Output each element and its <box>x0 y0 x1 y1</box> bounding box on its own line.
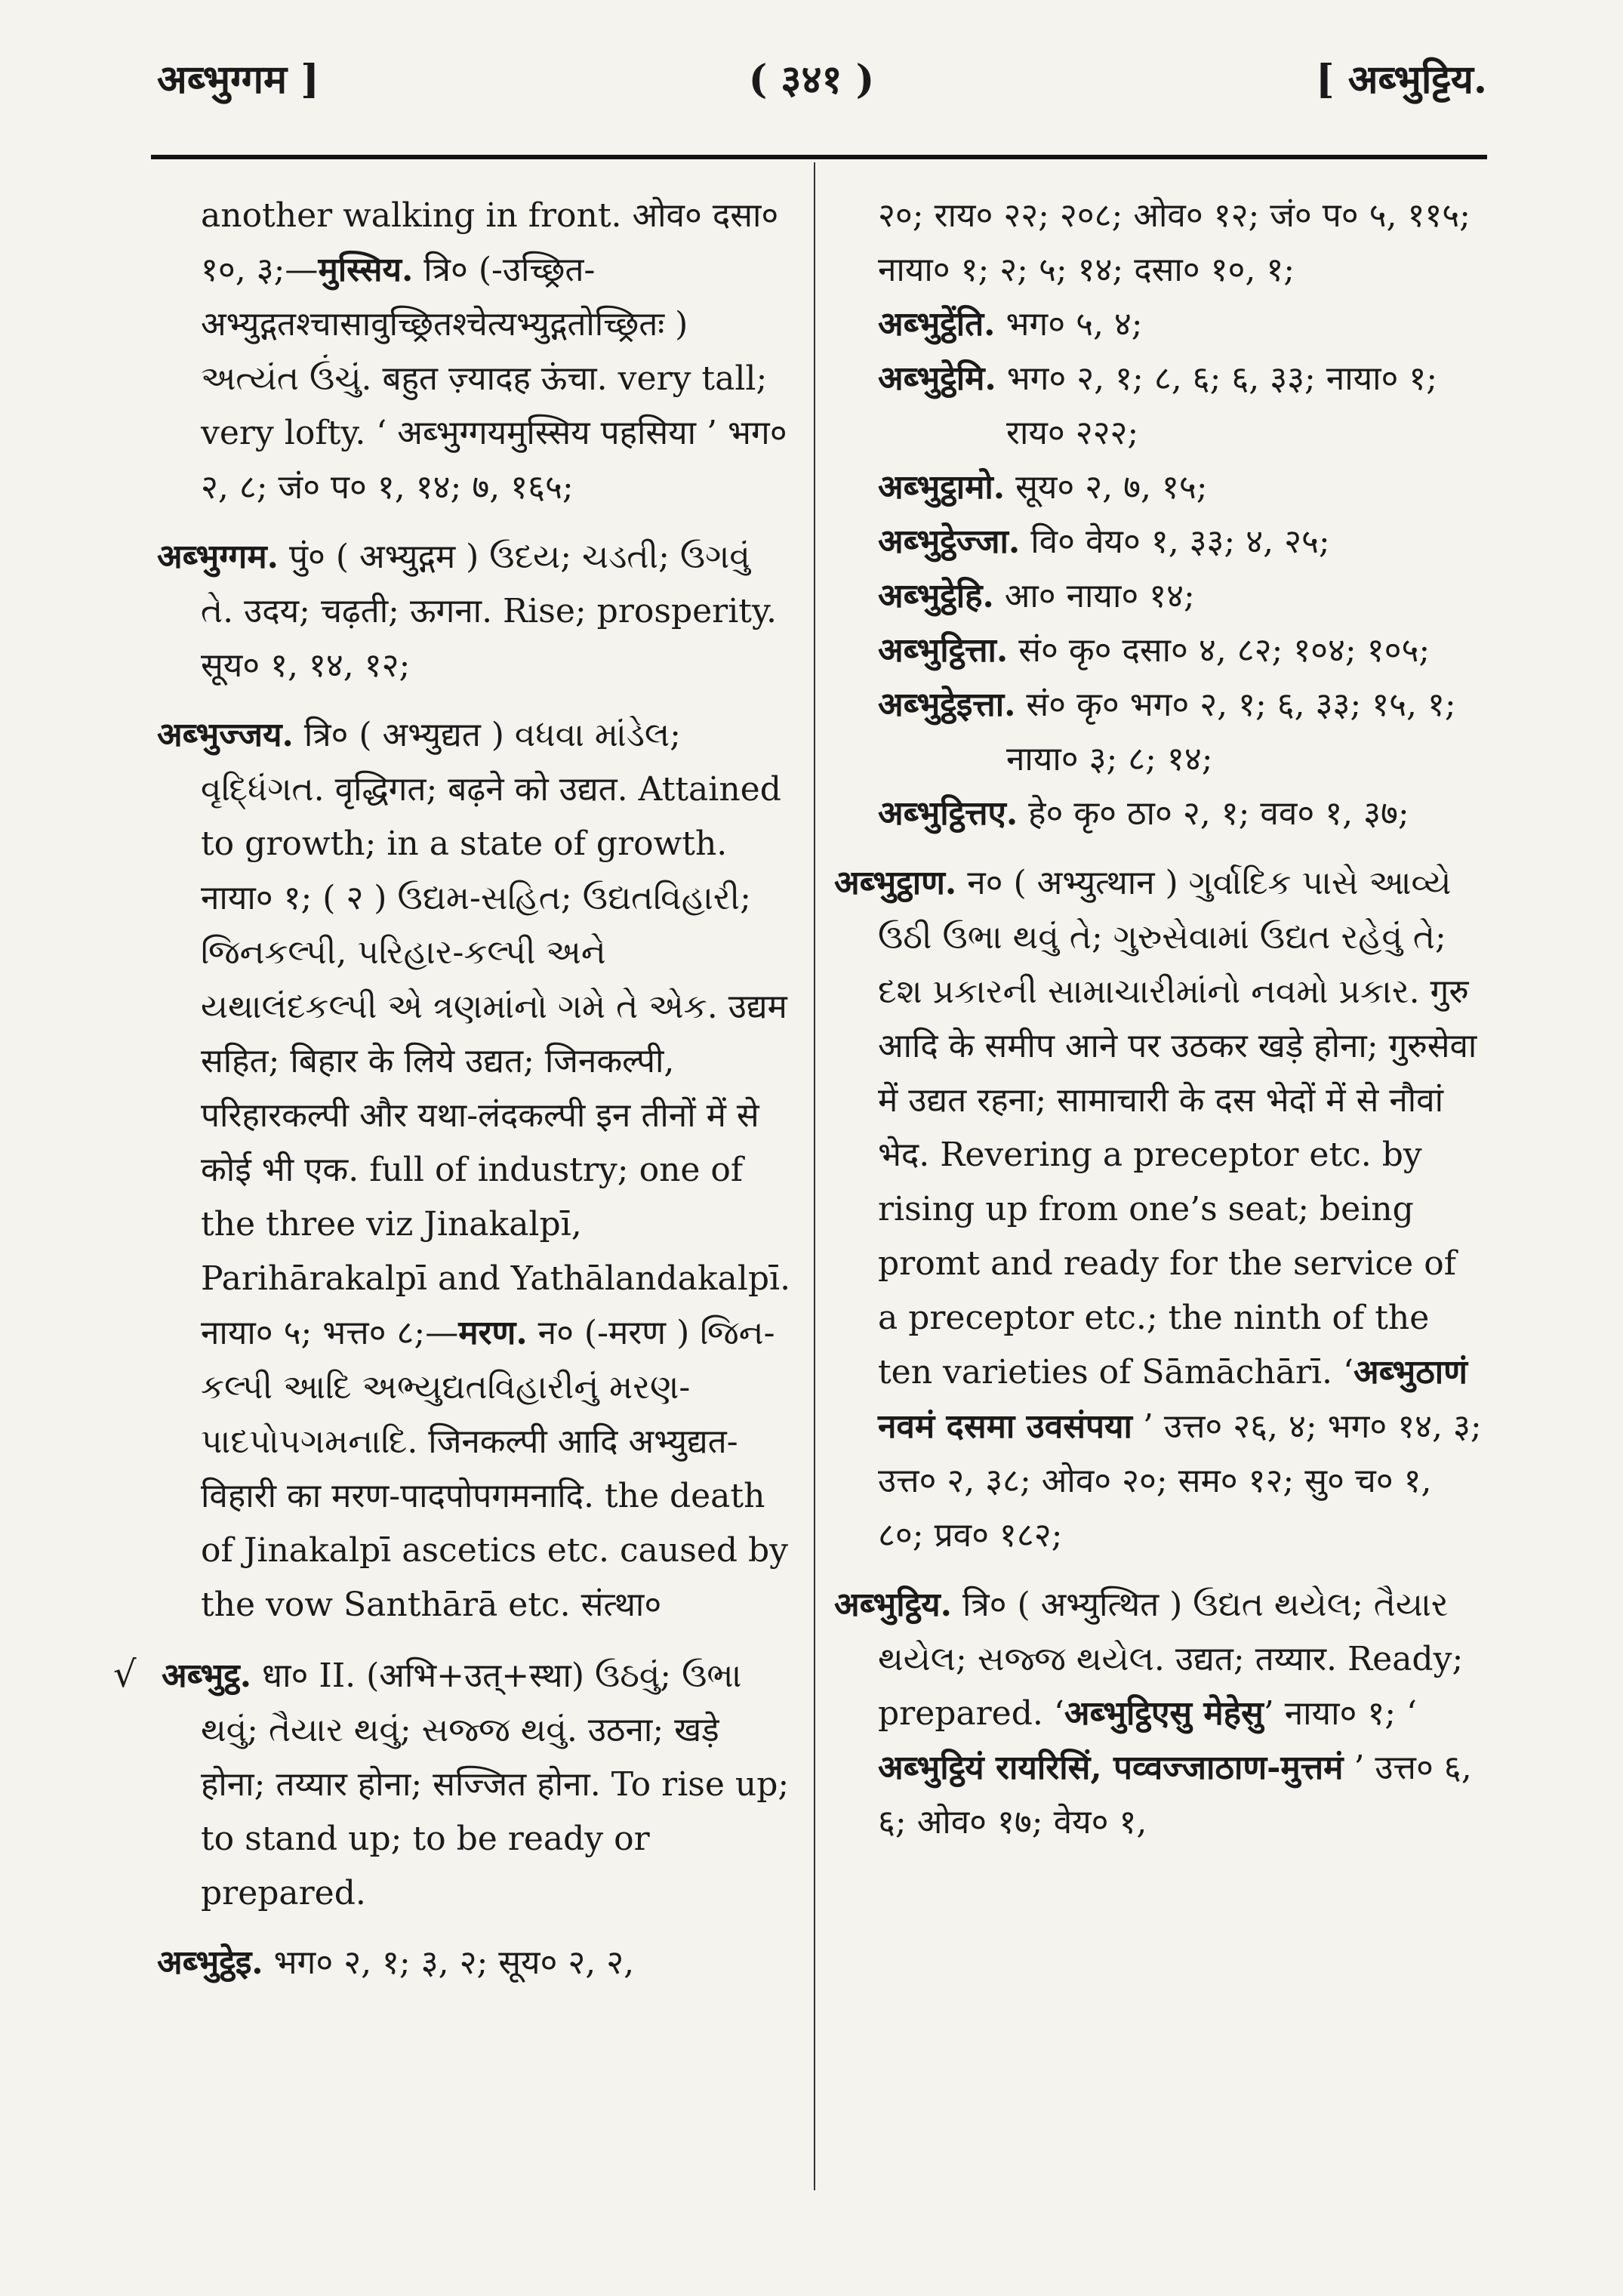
inflected-form <box>878 515 1483 569</box>
column-divider <box>814 162 815 2190</box>
definition: त्रि० ( अभ्युद्यत ) વધવા માંડેલ; વૃદ્ધિંગત. वृद्धिगत; बढ़ने को उद्यत. Attained to growth; in a state of growth. नाया० १; ( २ ) ઉદ્યમ-સહિત; ઉદ્યતવિહારી; જિનકલ્પી, પરિહાર-કલ્પી અને યથાલંદકલ્પી એ ત્રણમાંનો ગમે તે એક. उद्यम सहित; बिहार के लिये उद्यत; जिनकल्पी, परिहारकल्पी और यथा-लंदकल्पी इन तीनों में से कोई भी एक. full of industry; one of the three viz Jinakalpī, Parihārakalpī and Yathālandakalpī. नाया० ५; भत्त० ८;— <box>201 716 791 1352</box>
header-rule <box>151 155 1487 159</box>
form-headword: अब्भुट्ठेमि. <box>878 359 996 398</box>
inflected-form <box>878 624 1483 678</box>
headword: अब्भुट्ठिय. <box>834 1586 952 1624</box>
left-column <box>113 189 793 2005</box>
form-headword: अब्भुट्ठित्ता. <box>878 631 1009 670</box>
form-headword: अब्भुट्ठेंति. <box>878 305 996 344</box>
form-references: आ० नाया० १४; <box>993 577 1195 615</box>
continued-entry <box>157 189 793 515</box>
header-right-guideword: [ अब्भुट्टिय. <box>1315 57 1487 103</box>
inflected-form <box>878 678 1483 787</box>
inflected-form <box>878 461 1483 515</box>
form-references: सूय० २, ७, १५; <box>1005 468 1208 507</box>
headword: अब्भुट्ठेइ. <box>157 1943 263 1982</box>
inflected-form <box>878 297 1483 352</box>
entry-abbhuttha: √ अब्भुट्ठ. धा० II. (अभि+उत्+स्था) ઉઠવું; ઉભા થવું; તૈયાર થવું; સજ્જ થવું. उठना; खड़े होना; तय्यार होना; सज्जित होना. To rise up; to stand up; to be ready or prepared. <box>113 1653 790 1912</box>
form-headword: अब्भुट्ठामो. <box>878 468 1006 507</box>
sub-headword: मरण. <box>458 1314 528 1352</box>
page-number: ( ३४१ ) <box>748 57 875 103</box>
continued-text: २०; राय० २२; २०८; ओव० १२; जं० प० ५, ११५; नाया० १; २; ५; १४; दसा० १०, १; <box>878 196 1471 289</box>
definition: भग० २, १; ३, २; सूय० २, २, <box>263 1943 635 1982</box>
continued-references <box>834 189 1483 297</box>
right-column <box>834 189 1483 1865</box>
quotation: अब्भुठाणं नवमं दसमा उवसंपया <box>878 1353 1467 1446</box>
form-headword: अब्भुट्ठित्तए. <box>878 794 1018 833</box>
headword: अब्भुट्ठ. <box>162 1657 252 1695</box>
form-headword: अब्भुट्ठेइत्ता. <box>878 686 1016 724</box>
sub-headword: मुस्सिय. <box>318 251 414 289</box>
form-headword: अब्भुट्ठेहि. <box>878 577 994 615</box>
references: ’ उत्त० ६, ६; ओव० १७; वेय० १, <box>878 1749 1472 1841</box>
entry-abbhujjaya <box>157 708 793 1632</box>
form-references: हे० कृ० ठा० २, १; वव० १, ३७; <box>1018 794 1409 833</box>
definition: त्रि० ( अभ्युत्थित ) ઉદ્યત થયેલ; તૈયાર થયેલ; સજ્જ થયેલ. उद्यत; तय्यार. Ready; prepared. ‘ <box>878 1586 1464 1733</box>
inflected-forms <box>834 297 1483 841</box>
entry-abbhutthana <box>834 856 1483 1563</box>
headword: अब्भुग्गम. <box>157 538 279 576</box>
inflected-form <box>878 352 1483 461</box>
entry-abbhutthei <box>157 1936 793 1990</box>
form-references: भग० २, १; ८, ६; ६, ३३; नाया० १; राय० २२२; <box>996 359 1438 452</box>
form-headword: अब्भुट्ठेज्जा. <box>878 522 1021 561</box>
form-references: सं० कृ० दसा० ४, ८२; १०४; १०५; <box>1008 631 1431 670</box>
form-references: वि० वेय० १, ३३; ४, २५; <box>1020 522 1330 561</box>
headword: अब्भुज्जय. <box>157 716 294 754</box>
quotation: अब्भुट्ठिएसु मेहेसु <box>1064 1694 1264 1733</box>
quotation: अब्भुट्ठियं रायरिसिं, पव्वज्जाठाण-मुत्तमं <box>878 1749 1344 1787</box>
continued-text: another walking in front. ओव० दसा० १०, ३;— <box>201 196 779 289</box>
entry-abbhutthiya <box>834 1578 1483 1850</box>
header-left-guideword: अब्भुग्गम ] <box>157 57 319 103</box>
form-references: सं० कृ० भग० २, १; ६, ३३; १५, १; नाया० ३; ८; १४; <box>1006 686 1456 778</box>
references: ’ उत्त० २६, ४; भग० १४, ३; उत्त० २, ३८; ओव० २०; सम० १२; सु० च० १, ८०; प्रव० १८२; <box>878 1407 1482 1555</box>
entry-abbhuggama <box>157 530 793 693</box>
definition: न० ( अभ्युत्थान ) ગુર્વાદિક પાસે આવ્યે ઉઠી ઉભા થવું તે; ગુરુસેવામાં ઉદ્યત રહેવું તે; દશ પ્રકારની સામાચારીમાંનો નવમો પ્રકાર. गुरु आदि के समीप आने पर उठकर खड़े होना; गुरुसेवा में उद्यत रहना; सामाचारी के दस भेदों में से नौवां भेद. Revering a preceptor etc. by rising up from one’s seat; being promt and ready for the service of a preceptor etc.; the ninth of the ten varieties of Sāmāchārī. ‘ <box>878 864 1477 1391</box>
inflected-form <box>878 787 1483 841</box>
form-references: भग० ५, ४; <box>995 305 1143 344</box>
definition: धा० II. (अभि+उत्+स्था) ઉઠવું; ઉભા થવું; તૈયાર થવું; સજ્જ થવું. उठना; खड़े होना; तय्यार होना; सज्जित होना. To rise up; to stand up; to be ready or prepared. <box>201 1657 790 1912</box>
references: ’ नाया० १; ‘ <box>1263 1694 1418 1733</box>
definition: पुं० ( अभ्युद्गम ) ઉદય; ચડતી; ઉગવું તે. उदय; चढ़ती; ऊगना. Rise; prosperity. सूय० १, १४, १२; <box>201 538 777 685</box>
sub-definition: न० (-मरण ) જિન-કલ્પી આદિ અભ્યુદ્યતવિહારીનું મરણ-પાદપોપગમનાદિ. जिनकल्पी आदि अभ्युद्यत-विहारी का मरण-पादपोपगमनादि. the death of Jinakalpī ascetics etc. caused by the vow Santhārā etc. संत्था० <box>201 1314 789 1624</box>
headword: अब्भुट्ठाण. <box>834 864 957 902</box>
sub-definition: त्रि० (-उच्छ्रित-अभ्युद्गतश्चासावुच्छ्रितश्चेत्यभ्युद्गतोच्छ्रितः ) અત્યંત ઉંચું. बहुत ज़्यादह ऊंचा. very tall; very lofty. ‘ अब्भुग्गयमुस्सिय पहसिया ’ भग० २, ८; जं० प० १, १४; ७, १६५; <box>201 251 787 507</box>
inflected-form <box>878 569 1483 624</box>
